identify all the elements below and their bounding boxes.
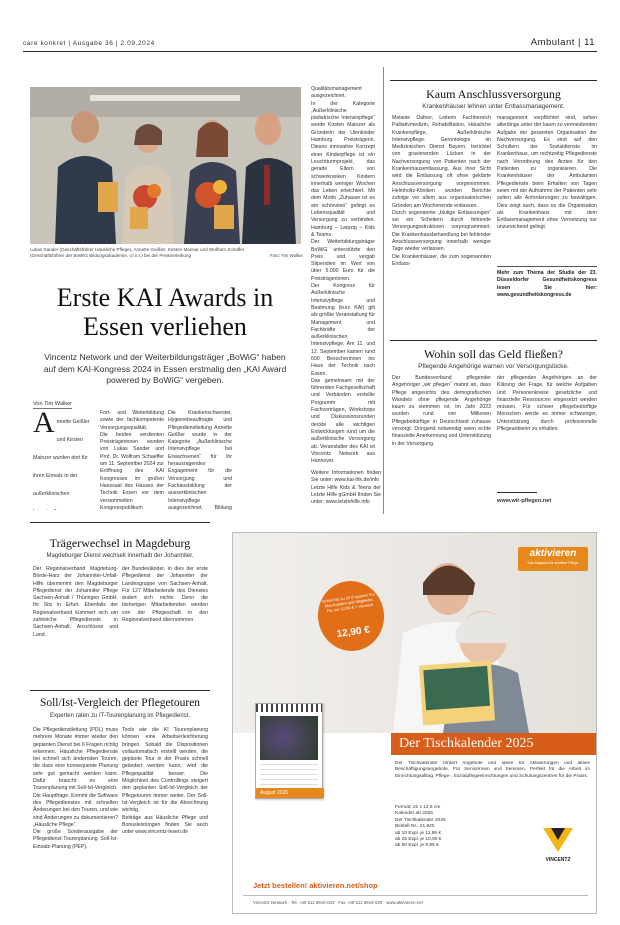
ad-brand: aktivieren	[529, 548, 577, 559]
title-line-1: Erste KAI Awards in	[56, 283, 274, 312]
right-article2-col-1: Der Bundesverband pflegender Angehöriger „wir pflegen“ mahnt an, dass Pflege angesichts des demografischen Wandels ohne pflegende Angehörige kaum zu stemmen ist. Im Jahr 2023 wurden rund vier Millionen Pflegebedürftige in Deutschland zuhause versorgt. Dringend notwendig seien echte finanzielle Anerkennung und Unterstützung in der Versorgung.	[392, 375, 491, 447]
award-photo	[30, 87, 301, 244]
vincentz-logo-text: VINCENTZ	[545, 857, 571, 863]
ad-headline-band	[391, 733, 597, 755]
right-article2-title: Wohin soll das Geld fließen?	[423, 347, 563, 361]
ad-text: Der Tischkalender fördert Angebote und Ideen für Aktivierungen und aktive Beschäftigungsangebote. Für Seniorinnen und Senioren. Perfekt für die Arbeit im Einrichtungsalltag, Pflege-, Sozialpflegeeinrichtungen und Schulungszentren für die Praxis.	[395, 761, 590, 779]
main-article-lead: Vincentz Network und der Weiterbildungsträger „BoWiG“ haben auf dem KAI-Kongress 2024 in Essen erstmalig den „KAI Award powered by BoWiG“ vergeben.	[43, 352, 287, 385]
right-article2-link: www.wir-pflegen.net	[497, 498, 552, 504]
vincentz-logo	[533, 828, 583, 868]
article3-subtitle: Magdeburger Dienst wechselt innerhalb der Johanniter.	[46, 553, 194, 559]
main-col-2: Fort- und Weiterbildung sowie der fachkompetente Versorgungsqualität. Die beiden verdienten Preisträgerinnen wurden von Lukas Sander und Prof. Dr. Wolfram Schaeffer am 11. September 2024 zur Eröffnung des KAI Kongresses im großen Hanssaal des Hauses der Technik Essen vor dem versammelten Kongresspublikum	[100, 410, 164, 510]
ad-brand-sub: Das Magazin für kreative Pflege	[527, 561, 579, 565]
award-photo-image	[30, 87, 301, 244]
article-rule	[390, 80, 597, 81]
article4-subtitle: Experten raten zu IT-Tourenplanung im Pflegedienst.	[49, 713, 191, 719]
article3-col-2: der Bundesländer, in dies der erste Pflegedienst der Johanniter der Landesgruppe von Sachsen-Anhalt. Für 127 Mitarbeitende des Dienstes ändert sich nichts. Denn die bisherigen Mitarbeitenden werden von der Pflegeschaft in den Regionalverband übernommen.	[122, 566, 208, 624]
article4-title: Soll/Ist-Vergleich der Pflegetouren	[39, 697, 201, 709]
right-article1-subtitle: Krankenhäuser lehnen unter Entlassmanagement.	[422, 103, 565, 110]
main-col-1-text: nnette Geißler und Kirsten Mainzer wurden dort für ihren Einsatz in der außerklinischen	[33, 419, 90, 497]
calendar-rings	[256, 704, 322, 712]
main-article-author: Von Tim Walker	[33, 401, 72, 407]
ad-badge-text: Schon bis zu 25 € sparen! Für Abo-Kunden und Mitglieder. Für nur 12,90 € + Versand	[321, 591, 376, 614]
column-rule	[383, 67, 384, 514]
article4-col-1: Die Pflegedienstleitung (PDL) muss mehrere Monate immer wieder den geplanten Dienst bei 6 Fragen richtig erkennen. Häusliche Pflegedienste bei schnell sich ändernden Touren, die dass eine konsequente Planung sehr gut gemacht werden kann. Dafür braucht es eine Tourenplanung mit Soll-Ist-Vergleich. Die Hauptfrage: Kommt die Software des Pflegedienstes mit schnellen Änderungen bei den Touren, und wie sind Änderungen zu dokumentieren? „Häusliche Pflege“. Die große Sonderausgabe der Pflegedienst-Tourenplanung Soll-Ist-Einsatz-Planung (PEP).	[33, 727, 118, 850]
right-article1-col-1: Melanie Dafner, Leiterin Fachbereich Palliativmedizin, Rehabilitation, Häusliche Krankenpflege, Außerklinische Intensivpflege. Gerontologie im Medizinischen Dienst Bayern, berichtet von gravierenden Lücken in der Nachversorgung von Patienten nach der Krankenhausentlassung. Aus ihrer Sicht wird die Entlassung oft ohne geklärte Anschlussversorgung vorgenommen. Helmholtz-Kliniken wurden Berichte zufolge vor allem aus organisatorischen Gründen am Wochenende entlassen. Durch sogenannte „blutige Entlassungen“ sei ein Scheitern durch fehlende Versorgungsstrukturen vorprogrammiert. Die Krankenhausbehandlung bei fehlender Anschlussversorgung innerhalb weniger Tage wieder verlassen. Die Krankenhäuser, die zum sogenannten Entlass-	[392, 115, 491, 267]
ad-calendar	[255, 703, 323, 799]
header-left: care konkret | Ausgabe 36 | 2.09.2024	[23, 40, 155, 47]
right-article1-title: Kaum Anschlussversorgung	[426, 87, 561, 101]
ad-cta[interactable]: Jetzt bestellen! aktivieren.net/shop	[253, 881, 378, 890]
main-col-4: Qualitätsmanagement ausgezeichnet. In der Kategorie „Außerklinische pädiatrische Intensivpflege“ wurde Kirsten Mainzer als Gründerin der Ulenkinder Hamburg Preisträgerin. Dieses innovative Konzept einer Kinderpflege ist ein Leuchtturmprojekt, das gerade Eltern von schwerkranken Kindern innerhalb weniger Wochen das Leben erleichtert. Mit dem Motto „Zuhause ist es am schönsten“ gelingt es Lebensqualität und Versorgung zu verbinden. Hamburg – Leipzig – Kids & Teams. Der Weiterbildungsträger BoWiG unterstützte den Preis und vergab Stipendien im Wert von über 5.000 Euro für die Preisträgerinnen. Der Kongress für Außerklinische Intensivpflege und Beatmung (kurz KAI) gilt als größte Veranstaltung für Management und Fachkräfte der außerklinischen Intensivpflege. Am 11. und 12. September kamen rund 600 Besucherinnen ins Haus der Technik nach Essen. Das gemeinsam mit der führenden Fachgesellschaft und Verbänden erstellte Programm mit Fachvorträgen, Workshops und Diskussionsrunden deckte alle wichtigen Entwicklungen rund um die außerklinische Versorgung ab. Veranstalter des KAI ist Vincentz Network aus Hannover.	[311, 86, 375, 465]
right-article2-col-2: der pflegenden Angehörigen an der Klärung der Frage, für welche Aufgaben und Personenkreise gesetzliche und finanzielle Ressourcen eingesetzt werden müssen. Für schwer pflegebedürftige Menschen werde es immer schwieriger, Unterstützung durch professionelle Pflegeanbieter zu erhalten.	[497, 375, 597, 433]
right-article1-note: Mehr zum Thema der Studie der 23. Düsseldorfer Gesundheitskongress lesen Sie hier: www.gesundheitskongress.de	[497, 266, 597, 306]
ad-badge-price: 12,90 €	[336, 624, 371, 641]
ad-details: Format: 21 x 14,8 cm Kalender ab 2025 Der Tischkalender 2025 Bestell-Nr.: 21.920 ab 10 Expl. je 11,95 € ab 25 Expl. je 10,90 € ab 50 Expl. je 9,95 €	[395, 805, 446, 849]
article-rule	[30, 522, 210, 523]
header-rule	[23, 51, 597, 52]
ad-footer-rule	[243, 895, 588, 896]
main-col-1	[33, 410, 96, 510]
article-rule	[390, 340, 597, 341]
ad-brand-box	[518, 547, 588, 571]
header-right: Ambulant | 11	[530, 37, 595, 48]
calendar-picture	[260, 716, 318, 760]
article-rule	[30, 690, 210, 691]
ad-headline: Der Tischkalender 2025	[399, 736, 534, 751]
ad-footer: Vincentz Network · Tel. +49 511 9910-033 · Fax +49 511 9910-029 · www.aktivieren.net	[253, 900, 423, 905]
advertisement[interactable]	[232, 532, 597, 914]
article-end-rule	[497, 492, 537, 493]
photo-credit: Foto: Tim Walker	[270, 253, 304, 258]
main-col-3: Die Krankenschwester, Hygienebeauftragte und Pflegedienstleitung Annette Geißler wurde in der Kategorie „Außerklinische Intensivpflege bei Erwachsenen“ für ihr herausragendes Engagement für die Versorgung und Fachausbildung der ausserklinischen Intensivpflege ausgezeichnet. Bildung	[168, 410, 232, 510]
article3-col-1: Der Regionalverband Magdeburg-Börde-Harz der Johanniter-Unfall-Hilfe übernimmt den Magdeburger Pflegedienst der Johanniter Pflege Sachsen-Anhalt / Thüringen GmbH. Ihr Sitz in Erfurt. Ebenfalls der Regionalverband kümmert sich um zahlreiche Pflegedienste in Sachsen-Anhalt, Anschlüsse und Land.	[33, 566, 118, 638]
right-article2-subtitle: Pflegende Angehörige warnen vor Versorgungslücke.	[418, 363, 569, 370]
vincentz-logo-icon	[543, 828, 573, 852]
main-article-title	[30, 283, 300, 341]
photo-caption: Lukas Sander (Geschäftsführer Häusliche Pflege), Annette Geißler, Kirsten Mansar und Wolfram Schaffer (Geschäftsführer der BoWiG Bildungsakademie, v.l.n.r.) bei der Preisverleihung	[30, 247, 245, 258]
right-article1-col-2: management verpflichtet sind, sehen allerdings unter der kaum zu vermeidenden Aufgabe der gesamten Organisation der Nachversorgung. Es sind auf den Schultern der Sozialdienste im Krankenhaus, um rechtzeitig Pflegedienste nach Verordnung des Arztes für den Patienten zu organisieren. Die Krankenhäuser der Ambulanten Pflegedienste beim Erhalten von Tagen seien mit der Aufnahme der Patienten sehr selten alle Anforderungen zu bewältigen. Dies zeigt auch, dass es die Organisation als Krankenhaus mit dem Entlassmanagement ohne Vernetzung nur unzureichend gelingt.	[497, 115, 597, 231]
drop-cap: A	[33, 410, 55, 439]
calendar-month: August 2025	[256, 788, 324, 798]
article4-col-2: Tools wie die KI Tourenplanung können eine Arbeitserleichterung bringen. Sobald die Dispositionen vollautomatisch erstellt werden, die geplante Tour in der Praxis schnell geändert werden kann, wird die Pflegequalität besser. Die Möglichkeit des Controllings steigert den geplanten Soll-Ist-Vergleich der Pflegetouren immer weiter. Der Soll-Ist-Vergleich ist für die Abrechnung wichtig. Beiträge aus Häusliche Pflege und Bonusleistungen finden Sie auch unter www.vincentz-lesen.de	[122, 727, 208, 836]
article3-title: Trägerwechsel in Magdeburg	[49, 536, 191, 550]
title-line-2: Essen verliehen	[83, 312, 247, 341]
main-more-info: Weitere Informationen finden Sie unter: www.kai-ihk.de/info Letzte Hilfe Kids & Teens der Letzte Hilfe gGmbH finden Sie unter: www.letztehilfe.info	[311, 470, 381, 506]
